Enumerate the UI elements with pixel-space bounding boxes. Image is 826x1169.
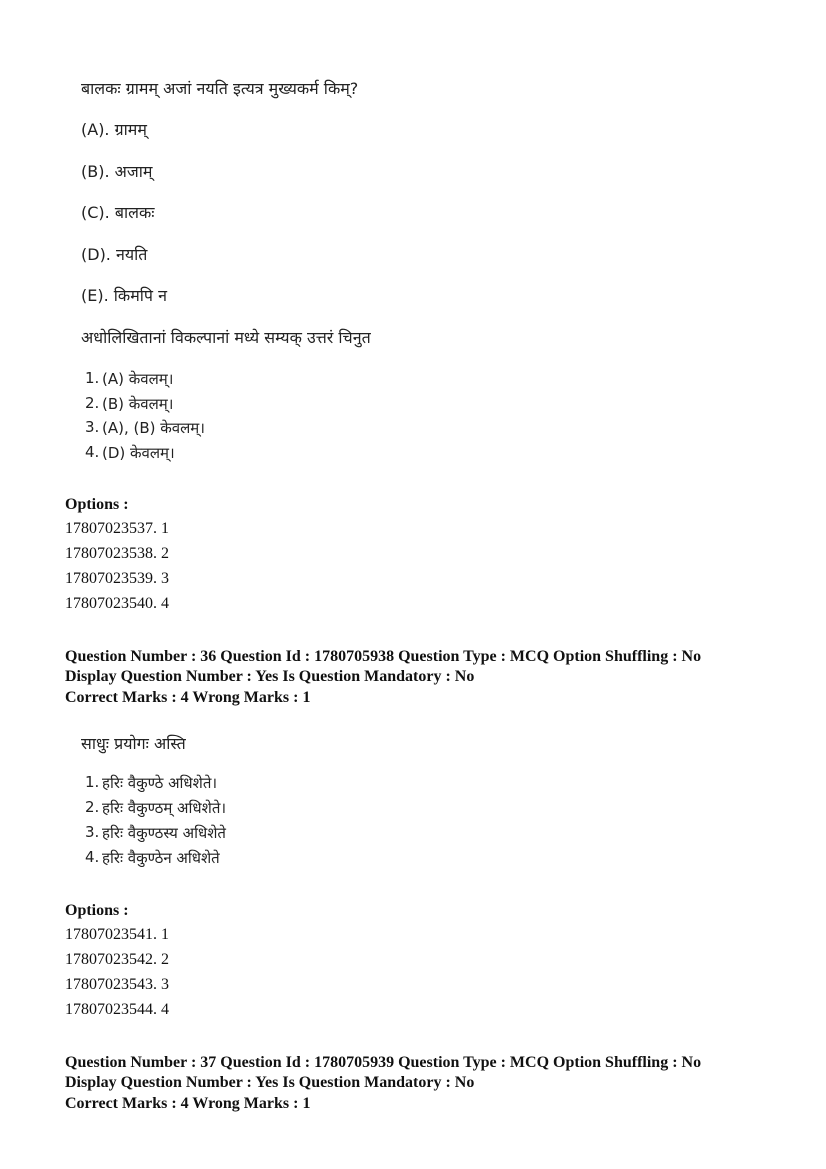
choice-text: हरिः वैकुण्ठस्य अधिशेते	[102, 824, 226, 842]
choice-number: 1.	[85, 773, 100, 791]
choice-text: हरिः वैकुण्ठे अधिशेते।	[102, 774, 218, 792]
choice-text: (B) केवलम्।	[102, 395, 174, 413]
option-id: 17807023540. 4	[65, 595, 169, 612]
choice-number: 2.	[85, 798, 100, 816]
statement-e: (E). किमपि न	[81, 286, 167, 305]
choice-text: हरिः वैकुण्ठम् अधिशेते।	[102, 799, 227, 817]
question-meta-line1: Question Number : 37 Question Id : 1780705939 Question Type : MCQ Option Shuffling : No	[65, 1054, 702, 1071]
question-meta-line2: Display Question Number : Yes Is Question Mandatory : No	[65, 1074, 475, 1091]
option-id: 17807023542. 2	[65, 951, 169, 968]
choice-number: 1.	[85, 369, 100, 387]
choice-number: 3.	[85, 418, 100, 436]
question-stem: साधुः प्रयोगः अस्ति	[81, 734, 186, 753]
choice-text: (A) केवलम्।	[102, 370, 174, 388]
choice-number: 4.	[85, 443, 100, 461]
statement-c: (C). बालकः	[81, 203, 155, 222]
option-id: 17807023541. 1	[65, 926, 169, 943]
question-meta-line3: Correct Marks : 4 Wrong Marks : 1	[65, 689, 311, 706]
option-id: 17807023544. 4	[65, 1001, 169, 1018]
statement-b: (B). अजाम्	[81, 162, 153, 181]
statement-d: (D). नयति	[81, 245, 148, 264]
option-id: 17807023538. 2	[65, 545, 169, 562]
question-meta-line1: Question Number : 36 Question Id : 1780705938 Question Type : MCQ Option Shuffling : No	[65, 648, 702, 665]
option-id: 17807023537. 1	[65, 520, 169, 537]
options-label: Options :	[65, 496, 129, 513]
question-stem: बालकः ग्रामम् अजां नयति इत्यत्र मुख्यकर्म किम्?	[81, 79, 359, 98]
question-meta-line2: Display Question Number : Yes Is Question Mandatory : No	[65, 668, 475, 685]
choice-number: 4.	[85, 848, 100, 866]
options-label: Options :	[65, 902, 129, 919]
choice-text: हरिः वैकुण्ठेन अधिशेते	[102, 849, 220, 867]
instruction-text: अधोलिखितानां विकल्पानां मध्ये सम्यक् उत्तरं चिनुत	[81, 328, 371, 347]
choice-text: (D) केवलम्।	[102, 444, 175, 462]
choice-number: 3.	[85, 823, 100, 841]
question-meta-line3: Correct Marks : 4 Wrong Marks : 1	[65, 1095, 311, 1112]
option-id: 17807023539. 3	[65, 570, 169, 587]
choice-text: (A), (B) केवलम्।	[102, 419, 205, 437]
choice-number: 2.	[85, 394, 100, 412]
option-id: 17807023543. 3	[65, 976, 169, 993]
statement-a: (A). ग्रामम्	[81, 120, 147, 139]
